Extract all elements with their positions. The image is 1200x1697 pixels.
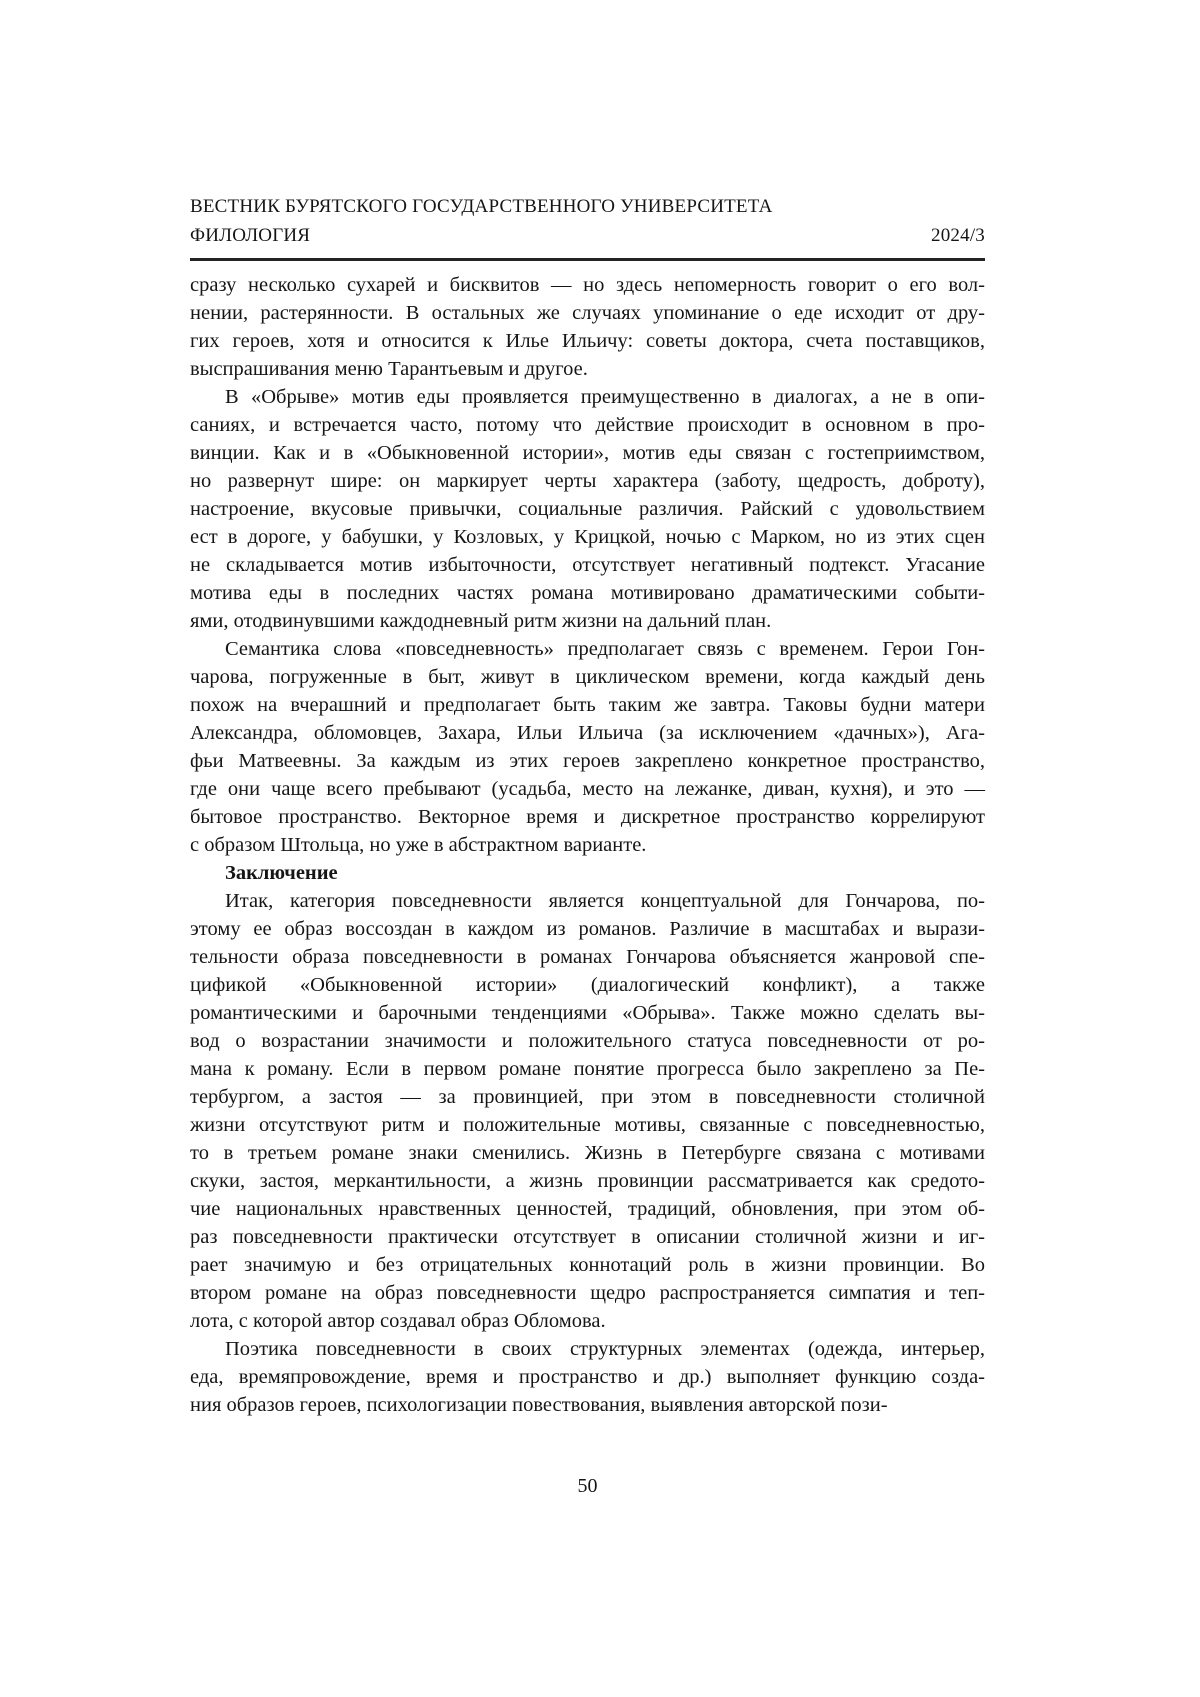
text-line: похож на вчерашний и предполагает быть таким же завтра. Таковы будни матери	[190, 694, 985, 716]
text-line: саниях, и встречается часто, потому что действие происходит в основном в про-	[190, 414, 985, 436]
header-divider	[190, 258, 985, 261]
text-line: где они чаще всего пребывают (усадьба, место на лежанке, диван, кухня), и это —	[190, 778, 985, 800]
text-line: ест в дороге, у бабушки, у Козловых, у Крицкой, ночью с Марком, но из этих сцен	[190, 526, 985, 548]
issue-number: 2024/3	[931, 225, 985, 246]
text-line: сразу несколько сухарей и бисквитов — но здесь непомерность говорит о его вол-	[190, 274, 985, 296]
text-line: бытовое пространство. Векторное время и дискретное пространство коррелируют	[190, 806, 985, 828]
journal-section: ФИЛОЛОГИЯ	[190, 225, 311, 246]
text-line: ями, отодвинувшими каждодневный ритм жизни на дальний план.	[190, 610, 772, 632]
text-line: жизни отсутствуют ритм и положительные мотивы, связанные с повседневностью,	[190, 1114, 985, 1136]
text-line: но развернут шире: он маркирует черты характера (заботу, щедрость, доброту),	[190, 470, 985, 492]
text-line: вод о возрастании значимости и положительного статуса повседневности от ро-	[190, 1030, 985, 1052]
text-line: В «Обрыве» мотив еды проявляется преимущественно в диалогах, а не в опи-	[225, 386, 985, 408]
text-line: Заключение	[225, 862, 338, 884]
text-line: выспрашивания меню Тарантьевым и другое.	[190, 358, 588, 380]
text-line: настроение, вкусовые привычки, социальные различия. Райский с удовольствием	[190, 498, 985, 520]
text-line: винции. Как и в «Обыкновенной истории», мотив еды связан с гостеприимством,	[190, 442, 985, 464]
text-line: романтическими и барочными тенденциями «Обрыва». Также можно сделать вы-	[190, 1002, 985, 1024]
text-line: чарова, погруженные в быт, живут в циклическом времени, когда каждый день	[190, 666, 985, 688]
text-line: чие национальных нравственных ценностей, традиций, обновления, при этом об-	[190, 1198, 985, 1220]
text-line: ния образов героев, психологизации повествования, выявления авторской пози-	[190, 1394, 888, 1416]
text-line: Итак, категория повседневности является концептуальной для Гончарова, по-	[225, 890, 985, 912]
text-line: втором романе на образ повседневности щедро распространяется симпатия и теп-	[190, 1282, 985, 1304]
running-header	[190, 192, 985, 261]
text-line: то в третьем романе знаки сменились. Жизнь в Петербурге связана с мотивами	[190, 1142, 985, 1164]
article-body	[190, 271, 985, 1419]
text-line: с образом Штольца, но уже в абстрактном варианте.	[190, 834, 647, 856]
text-line: тельности образа повседневности в романах Гончарова объясняется жанровой спе-	[190, 946, 985, 968]
paragraph	[190, 271, 985, 383]
text-line: этому ее образ воссоздан в каждом из романов. Различие в масштабах и вырази-	[190, 918, 985, 940]
text-line: Семантика слова «повседневность» предполагает связь с временем. Герои Гон-	[225, 638, 985, 660]
text-line: мотива еды в последних частях романа мотивировано драматическими событи-	[190, 582, 985, 604]
page-footer	[190, 1472, 985, 1500]
page-number: 50	[577, 1475, 598, 1497]
text-line: лота, с которой автор создавал образ Обломова.	[190, 1310, 606, 1332]
text-line: цификой «Обыкновенной истории» (диалогический конфликт), а также	[190, 974, 985, 996]
text-line: тербургом, а застоя — за провинцией, при этом в повседневности столичной	[190, 1086, 985, 1108]
text-line: Александра, обломовцев, Захара, Ильи Ильича (за исключением «дачных»), Ага-	[190, 722, 985, 744]
paragraph	[190, 635, 985, 859]
text-line: еда, времяпровождение, время и пространство и др.) выполняет функцию созда-	[190, 1366, 985, 1388]
text-line: Поэтика повседневности в своих структурных элементах (одежда, интерьер,	[225, 1338, 985, 1360]
section-heading	[190, 859, 985, 887]
text-line: фьи Матвеевны. За каждым из этих героев закреплено конкретное пространство,	[190, 750, 985, 772]
paragraph	[190, 383, 985, 635]
text-line: рает значимую и без отрицательных коннотаций роль в жизни провинции. Во	[190, 1254, 985, 1276]
text-line: не складывается мотив избыточности, отсутствует негативный подтекст. Угасание	[190, 554, 985, 576]
header-second-line	[190, 221, 985, 250]
journal-title: ВЕСТНИК БУРЯТСКОГО ГОСУДАРСТВЕННОГО УНИВЕРСИТЕТА	[190, 196, 773, 217]
text-line: нении, растерянности. В остальных же случаях упоминание о еде исходит от дру-	[190, 302, 985, 324]
paragraph	[190, 887, 985, 1335]
text-line: гих героев, хотя и относится к Илье Ильичу: советы доктора, счета поставщиков,	[190, 330, 985, 352]
paragraph	[190, 1335, 985, 1419]
text-line: раз повседневности практически отсутствует в описании столичной жизни и иг-	[190, 1226, 985, 1248]
text-line: скуки, застоя, меркантильности, а жизнь провинции рассматривается как средото-	[190, 1170, 985, 1192]
text-line: мана к роману. Если в первом романе понятие прогресса было закреплено за Пе-	[190, 1058, 985, 1080]
